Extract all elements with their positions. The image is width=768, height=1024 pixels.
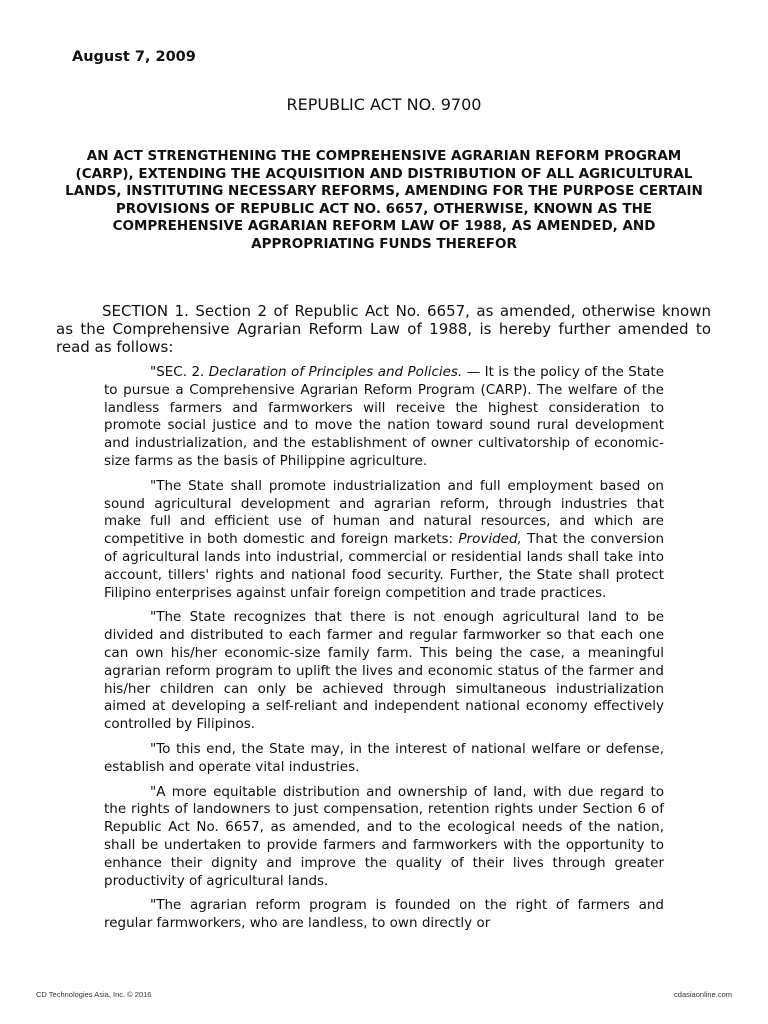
quote-paragraph-2-text-a: "The State shall promote industrialization and full employment based on sound agricultural development and agrarian reform, through industries that make full and efficient use of human and natural resources, and which are competitive in both domestic and foreign markets: [104, 477, 664, 548]
act-title: AN ACT STRENGTHENING THE COMPREHENSIVE AGRARIAN REFORM PROGRAM (CARP), EXTENDING THE ACQUISITION AND DISTRIBUTION OF ALL AGRICULTURAL LANDS, INSTITUTING NECESSARY REFORMS, AMENDING FOR THE PURPOSE CERTAIN PROVISIONS OF REPUBLIC ACT NO. 6657, OTHERWISE, KNOWN AS THE COMPREHENSIVE AGRARIAN REFORM LAW OF 1988, AS AMENDED, AND APPROPRIATING FUNDS THEREFOR [65, 148, 703, 252]
quote-paragraph-1 [104, 364, 664, 471]
footer-site-link[interactable]: cdasiaonline.com [674, 990, 732, 999]
sec-2-prefix: "SEC. 2. [150, 364, 205, 380]
document-date: August 7, 2009 [72, 49, 196, 65]
quote-paragraph-4: "To this end, the State may, in the interest of national welfare or defense, establish and operate vital industries. [104, 740, 664, 775]
quote-paragraph-1-text: — It is the policy of the State to pursue a Comprehensive Agrarian Reform Program (CARP). The welfare of the landless farmers and farmworkers will receive the highest consideration to promote social justice and to move the nation toward sound rural development and industrialization, and the establishment of owner cultivatorship of economic-size farms as the basis of Philippine agriculture. [104, 364, 665, 469]
quoted-amendment [104, 364, 664, 940]
sec-2-heading: Declaration of Principles and Policies. [208, 364, 463, 380]
footer-copyright: CD Technologies Asia, Inc. © 2016 [36, 990, 152, 999]
quote-paragraph-2-text-b: That the conversion of agricultural lands into industrial, commercial or residential lands shall take into account, tillers' rights and national food security. Further, the State shall protect Filipino enterprises against unfair foreign competition and trade practices. [104, 531, 665, 601]
quote-paragraph-3: "The State recognizes that there is not enough agricultural land to be divided and distributed to each farmer and regular farmworker so that each one can own his/her economic-size family farm. This being the case, a meaningful agrarian reform program to uplift the lives and economic status of the farmer and his/her children can only be achieved through simultaneous industrialization aimed at developing a self-reliant and independent national economy effectively controlled by Filipinos. [104, 609, 664, 733]
quote-paragraph-5: "A more equitable distribution and ownership of land, with due regard to the rights of landowners to just compensation, retention rights under Section 6 of Republic Act No. 6657, as amended, and to the ecological needs of the nation, shall be undertaken to provide farmers and farmworkers with the opportunity to enhance their dignity and improve the quality of their lives through greater productivity of agricultural lands. [104, 783, 664, 889]
act-number-heading: REPUBLIC ACT NO. 9700 [286, 95, 482, 114]
provided-term: Provided, [458, 531, 522, 548]
section-1-paragraph: SECTION 1. Section 2 of Republic Act No. 6657, as amended, otherwise known as the Comprehensive Agrarian Reform Law of 1988, is hereby further amended to read as follows: [56, 302, 711, 356]
quote-paragraph-6: "The agrarian reform program is founded on the right of farmers and regular farmworkers, who are landless, to own directly or [104, 897, 664, 932]
quote-paragraph-2 [104, 478, 664, 603]
